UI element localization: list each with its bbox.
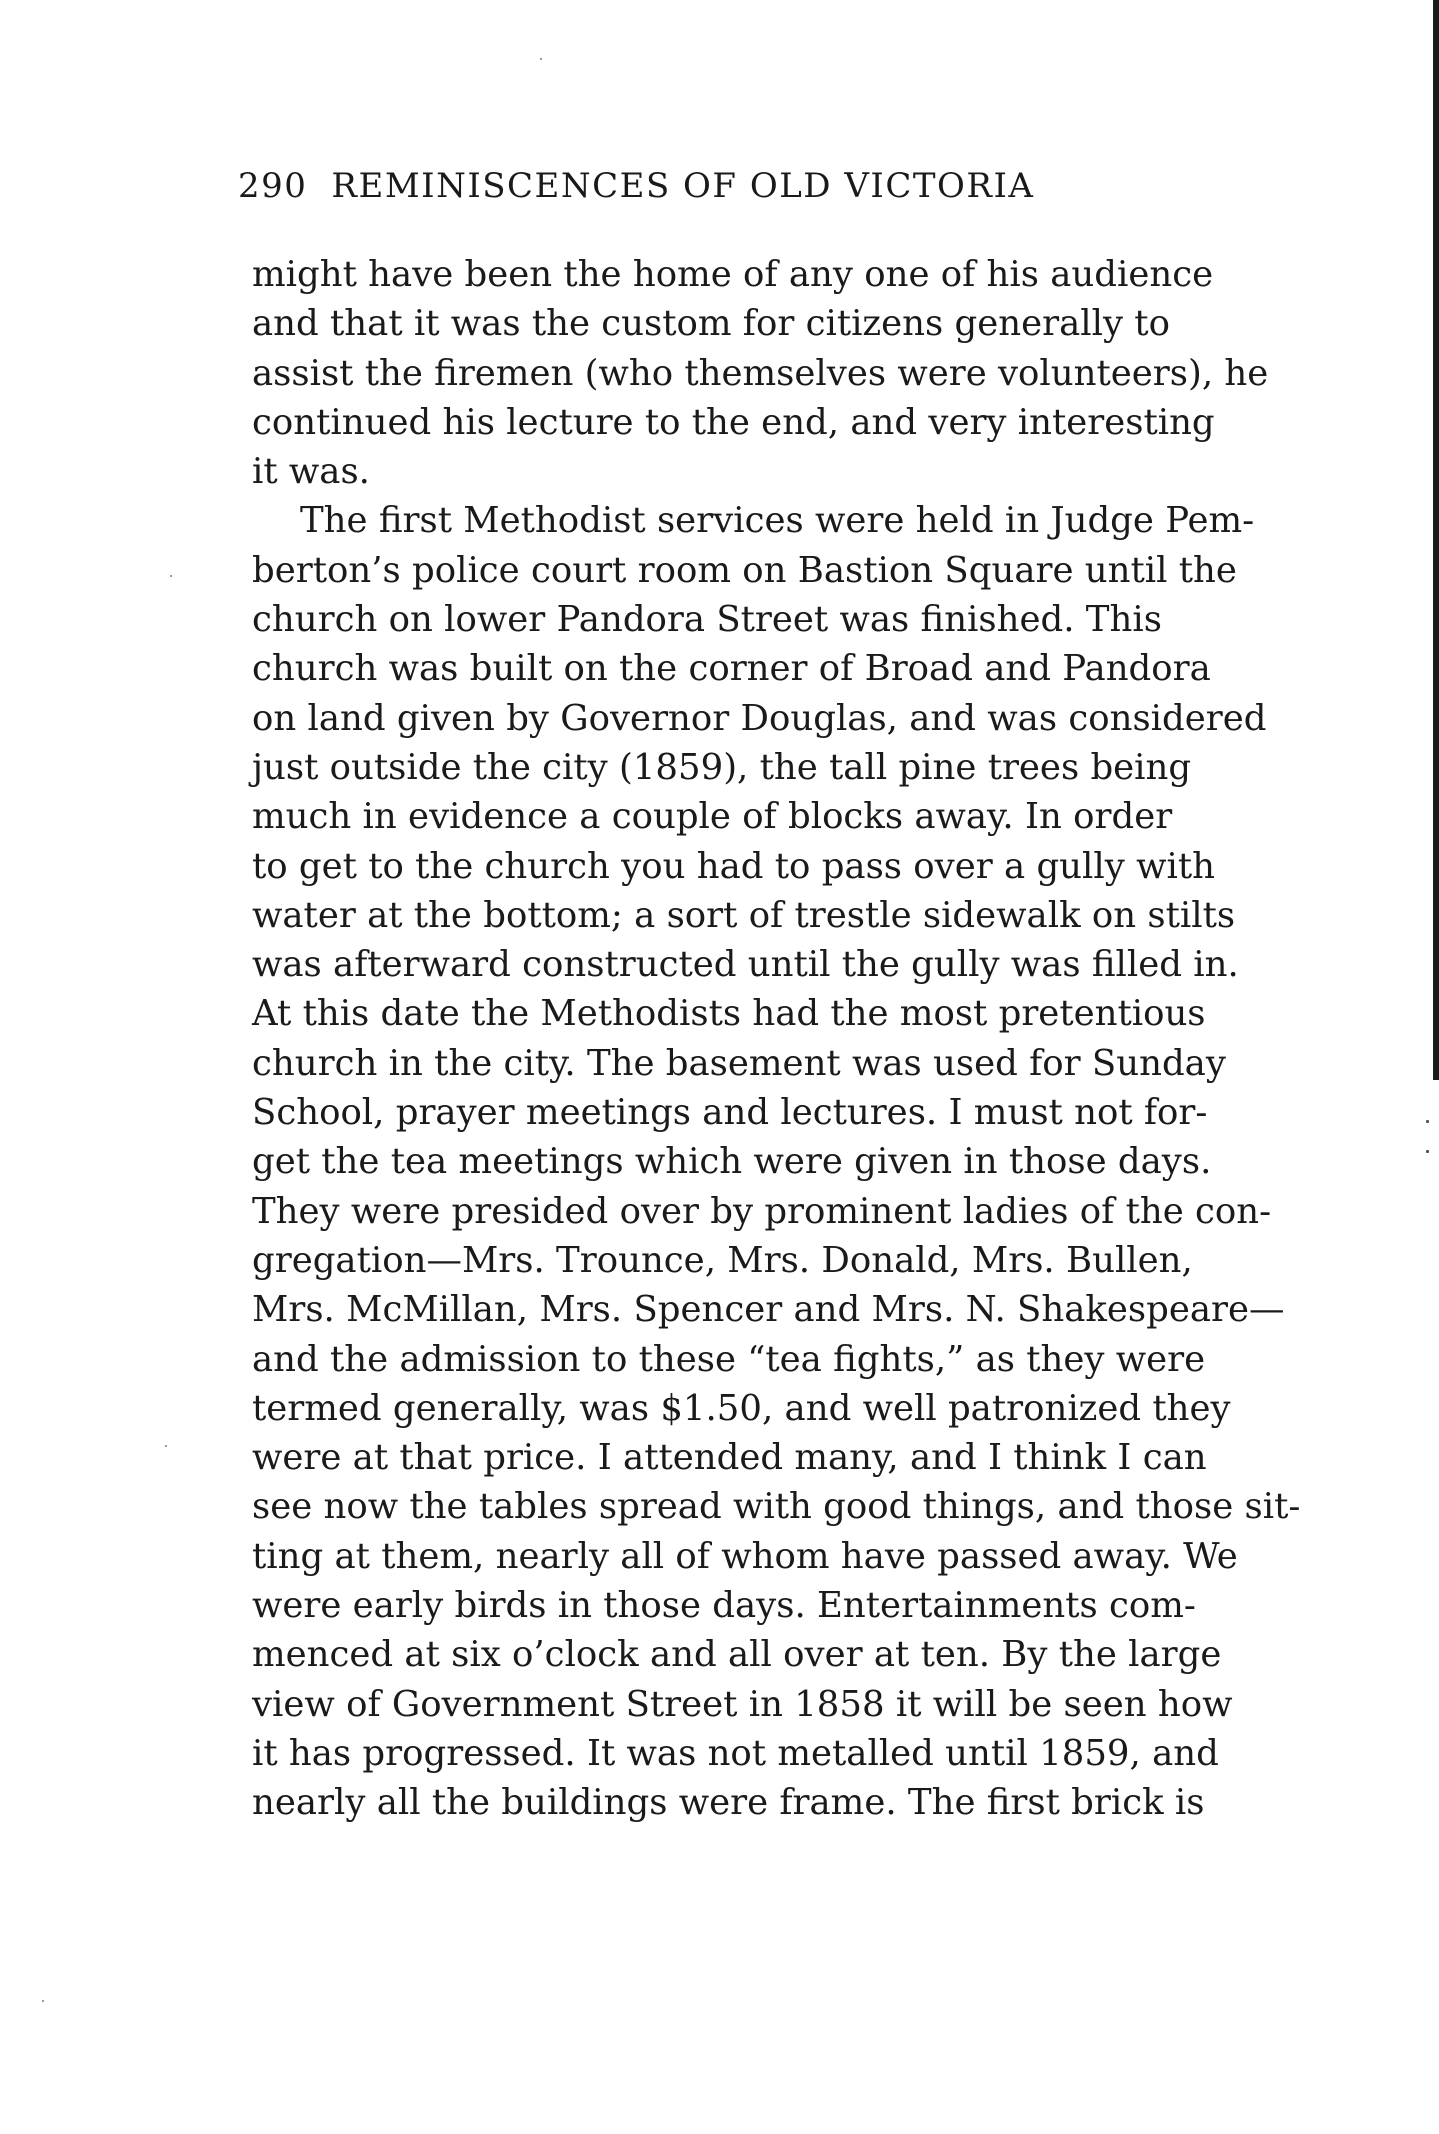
paper-speck [42,2000,44,2002]
page-spine-edge [1433,0,1439,1080]
paragraph-1 [252,250,1269,496]
paper-speck [170,575,172,577]
page-number: 290 [238,166,308,206]
text-line: was afterward constructed until the gully was filled in. [252,944,1239,986]
text-line: just outside the city (1859), the tall pine trees being [252,746,1192,788]
text-line: church on lower Pandora Street was finished. This [252,599,1162,641]
text-line: At this date the Methodists had the most pretentious [252,993,1206,1035]
paper-speck [165,1445,167,1447]
text-line: berton’s police court room on Bastion Square until the [252,549,1237,591]
text-line: They were presided over by prominent ladies of the con- [252,1190,1272,1232]
text-line: Mrs. McMillan, Mrs. Spencer and Mrs. N. Shakespeare— [252,1289,1285,1331]
text-line: church in the city. The basement was used for Sunday [252,1042,1226,1084]
text-line: church was built on the corner of Broad and Pandora [252,648,1211,690]
text-line: it has progressed. It was not metalled until 1859, and [252,1732,1219,1774]
text-line: get the tea meetings which were given in those days. [252,1141,1212,1183]
text-line: view of Government Street in 1858 it will be seen how [252,1683,1233,1725]
text-line: gregation—Mrs. Trounce, Mrs. Donald, Mrs. Bullen, [252,1239,1193,1281]
text-line: were early birds in those days. Entertainments com- [252,1585,1196,1627]
running-header [238,166,1238,206]
text-line: nearly all the buildings were frame. The first brick is [252,1782,1205,1824]
spine-speck [1426,1150,1429,1153]
text-line: see now the tables spread with good things, and those sit- [252,1486,1301,1528]
text-line: might have been the home of any one of his audience [252,254,1214,295]
text-line: ting at them, nearly all of whom have passed away. We [252,1535,1238,1577]
paper-speck [540,58,542,60]
text-line: assist the firemen (who themselves were volunteers), he [252,352,1269,394]
text-line: on land given by Governor Douglas, and was considered [252,697,1267,739]
text-line: much in evidence a couple of blocks away. In order [252,796,1173,838]
paragraph-2 [252,496,1301,1827]
text-line: and the admission to these “tea fights,” as they were [252,1338,1206,1380]
body-text [252,250,1301,1828]
text-line: it was. [252,451,370,493]
text-line: to get to the church you had to pass over a gully with [252,845,1215,887]
text-line: continued his lecture to the end, and very interesting [252,401,1215,443]
text-line: The first Methodist services were held in Judge Pem- [300,500,1255,542]
running-title: REMINISCENCES OF OLD VICTORIA [331,166,1035,206]
text-line: and that it was the custom for citizens generally to [252,303,1170,345]
text-line: termed generally, was $1.50, and well patronized they [252,1387,1231,1429]
text-line: menced at six o’clock and all over at ten. By the large [252,1634,1222,1676]
text-line: School, prayer meetings and lectures. I must not for- [252,1092,1208,1134]
spine-speck [1426,1120,1429,1123]
text-line: were at that price. I attended many, and I think I can [252,1437,1207,1479]
text-line: water at the bottom; a sort of trestle sidewalk on stilts [252,894,1236,936]
